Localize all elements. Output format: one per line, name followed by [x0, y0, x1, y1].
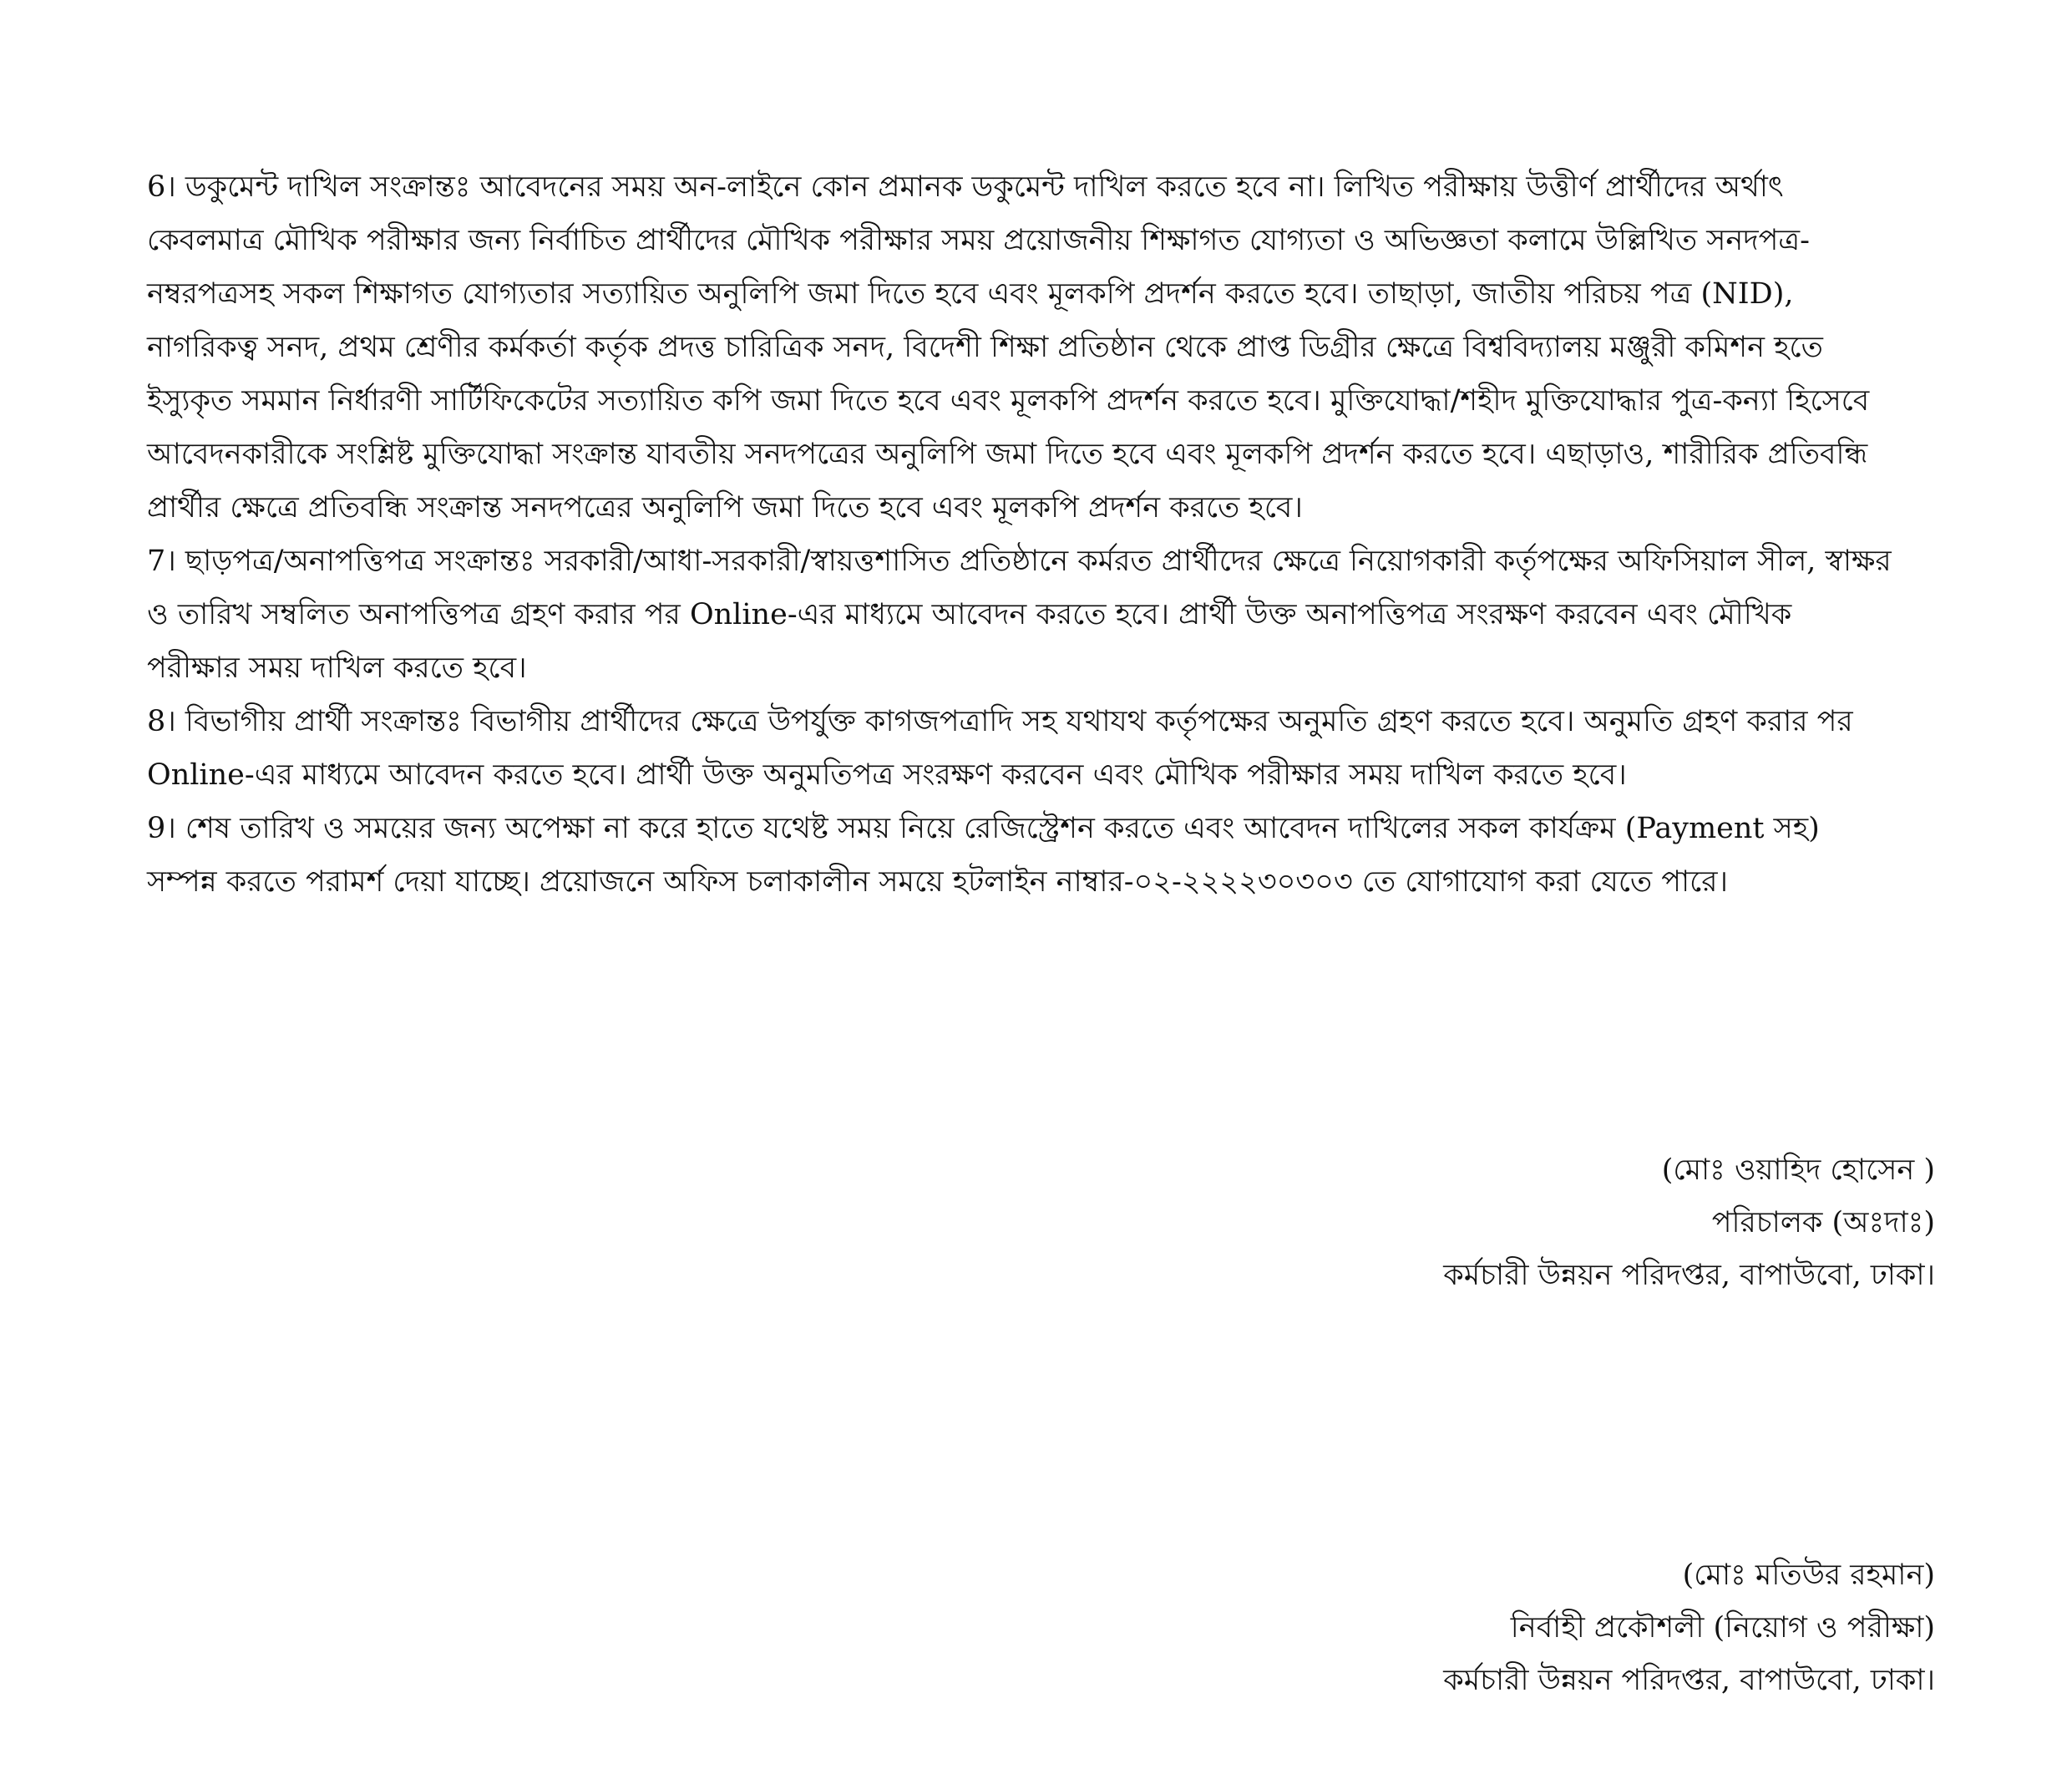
text-line: 7। ছাড়পত্র/অনাপত্তিপত্র সংক্রান্তঃ সরকারী/আধা-সরকারী/স্বায়ত্তশাসিত প্রতিষ্ঠানে কর্মরত প্রার্থীদের ক্ষেত্রে নিয়োগকারী কর্তৃপক্ষের অফিসিয়াল সীল, স্বাক্ষর	[147, 545, 1892, 578]
signature-block-director	[1016, 1144, 1935, 1302]
text-line: Online-এর মাধ্যমে আবেদন করতে হবে। প্রার্থী উক্ত অনুমতিপত্র সংরক্ষণ করবেন এবং মৌখিক পরীক্ষার সময় দাখিল করতে হবে।	[147, 758, 1627, 792]
text-line: আবেদনকারীকে সংশ্লিষ্ট মুক্তিযোদ্ধা সংক্রান্ত যাবতীয় সনদপত্রের অনুলিপি জমা দিতে হবে এবং মূলকপি প্রদর্শন করতে হবে। এছাড়াও, শারীরিক প্রতিবন্ধি	[147, 438, 1868, 471]
paragraph-document-submission	[147, 160, 1934, 535]
paragraph-departmental-candidate	[147, 695, 1934, 802]
text-line: 9। শেষ তারিখ ও সময়ের জন্য অপেক্ষা না করে হাতে যথেষ্ট সময় নিয়ে রেজিস্ট্রেশন করতে এবং আবেদন দাখিলের সকল কার্যক্রম (Payment সহ)	[147, 812, 1820, 845]
instructions-body	[147, 160, 1934, 909]
text-line: নাগরিকত্ব সনদ, প্রথম শ্রেণীর কর্মকর্তা কর্তৃক প্রদত্ত চারিত্রিক সনদ, বিদেশী শিক্ষা প্রতিষ্ঠান থেকে প্রাপ্ত ডিগ্রীর ক্ষেত্রে বিশ্ববিদ্যালয় মঞ্জুরী কমিশন হতে	[147, 331, 1823, 364]
signatory-designation: নির্বাহী প্রকৌশলী (নিয়োগ ও পরীক্ষা)	[1510, 1611, 1935, 1645]
text-line: সম্পন্ন করতে পরামর্শ দেয়া যাচ্ছে। প্রয়োজনে অফিস চলাকালীন সময়ে হটলাইন নাম্বার-০২-২২২২৩০৩০৩ তে যোগাযোগ করা যেতে পারে।	[147, 865, 1729, 899]
text-line: 6। ডকুমেন্ট দাখিল সংক্রান্তঃ আবেদনের সময় অন-লাইনে কোন প্রমানক ডকুমেন্ট দাখিল করতে হবে না। লিখিত পরীক্ষায় উত্তীর্ণ প্রার্থীদের অর্থাৎ	[147, 170, 1784, 204]
text-line: ইস্যুকৃত সমমান নির্ধারণী সার্টিফিকেটের সত্যায়িত কপি জমা দিতে হবে এবং মূলকপি প্রদর্শন করতে হবে। মুক্তিযোদ্ধা/শহীদ মুক্তিযোদ্ধার পুত্র-কন্যা হিসেবে	[147, 384, 1870, 418]
paragraph-no-objection-certificate	[147, 535, 1934, 695]
signatory-name: (মোঃ ওয়াহিদ হোসেন )	[1661, 1153, 1935, 1187]
signatory-name: (মোঃ মতিউর রহমান)	[1682, 1559, 1935, 1592]
text-line: নম্বরপত্রসহ সকল শিক্ষাগত যোগ্যতার সত্যায়িত অনুলিপি জমা দিতে হবে এবং মূলকপি প্রদর্শন করতে হবে। তাছাড়া, জাতীয় পরিচয় পত্র (NID),	[147, 277, 1794, 311]
signatory-designation: পরিচালক (অঃদাঃ)	[1711, 1206, 1935, 1239]
signature-block-executive-engineer	[1016, 1549, 1935, 1707]
text-line: ও তারিখ সম্বলিত অনাপত্তিপত্র গ্রহণ করার পর Online-এর মাধ্যমে আবেদন করতে হবে। প্রার্থী উক্ত অনাপত্তিপত্র সংরক্ষণ করবেন এবং মৌখিক	[147, 598, 1792, 631]
text-line: পরীক্ষার সময় দাখিল করতে হবে।	[147, 651, 527, 685]
text-line: কেবলমাত্র মৌখিক পরীক্ষার জন্য নির্বাচিত প্রার্থীদের মৌখিক পরীক্ষার সময় প্রয়োজনীয় শিক্ষাগত যোগ্যতা ও অভিজ্ঞতা কলামে উল্লিখিত সনদপত্র-	[147, 224, 1810, 257]
paragraph-deadline-advice	[147, 802, 1934, 909]
text-line: প্রার্থীর ক্ষেত্রে প্রতিবন্ধি সংক্রান্ত সনদপত্রের অনুলিপি জমা দিতে হবে এবং মূলকপি প্রদর্শন করতে হবে।	[147, 491, 1303, 525]
text-line: 8। বিভাগীয় প্রার্থী সংক্রান্তঃ বিভাগীয় প্রার্থীদের ক্ষেত্রে উপর্যুক্ত কাগজপত্রাদি সহ যথাযথ কর্তৃপক্ষের অনুমতি গ্রহণ করতে হবে। অনুমতি গ্রহণ করার পর	[147, 705, 1853, 738]
signatory-office: কর্মচারী উন্নয়ন পরিদপ্তর, বাপাউবো, ঢাকা।	[1443, 1259, 1935, 1292]
signatory-office: কর্মচারী উন্নয়ন পরিদপ্তর, বাপাউবো, ঢাকা।	[1443, 1664, 1935, 1697]
